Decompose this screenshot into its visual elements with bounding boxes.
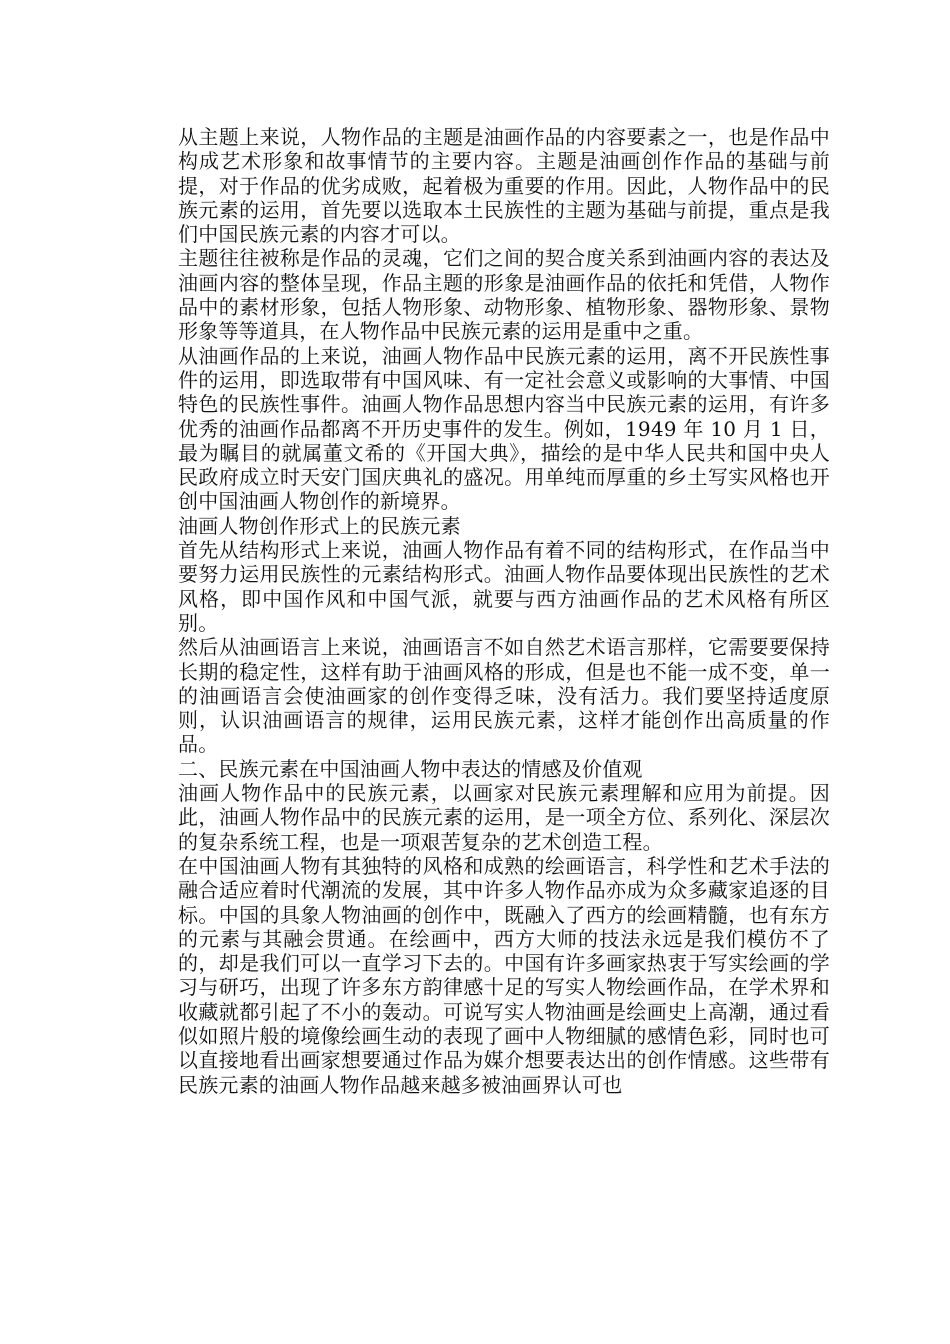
section-heading-emotion: 二、民族元素在中国油画人物中表达的情感及价值观: [178, 756, 643, 781]
section-heading-form: 油画人物创作形式上的民族元素: [178, 513, 461, 538]
paragraph-understanding: 油画人物作品中的民族元素，以画家对民族元素理解和应用为前提。因此，油画人物作品中的民族元素的运用，是一项全方位、系列化、深层次的复杂系统工程，也是一项艰苦复杂的艺术创造工程。: [178, 781, 830, 854]
document-body: [178, 125, 830, 1097]
paragraph-theme: 从主题上来说，人物作品的主题是油画作品的内容要素之一，也是作品中构成艺术形象和故事情节的主要内容。主题是油画创作作品的基础与前提，对于作品的优劣成败，起着极为重要的作用。因此，人物作品中的民族元素的运用，首先要以选取本土民族性的主题为基础与前提，重点是我们中国民族元素的内容才可以。: [178, 125, 830, 247]
paragraph-realism: 在中国油画人物有其独特的风格和成熟的绘画语言，科学性和艺术手法的融合适应着时代潮流的发展，其中许多人物作品亦成为众多藏家追逐的目标。中国的具象人物油画的创作中，既融入了西方的绘画精髓，也有东方的元素与其融会贯通。在绘画中，西方大师的技法永远是我们模仿不了的，却是我们可以一直学习下去的。中国有许多画家热衷于写实绘画的学习与研巧，出现了许多东方韵律感十足的写实人物绘画作品，在学术界和收藏就都引起了不小的轰动。可说写实人物油画是绘画史上高潮，通过看似如照片般的境像绘画生动的表现了画中人物细腻的感情色彩，同时也可以直接地看出画家想要通过作品为媒介想要表达出的创作情感。这些带有民族元素的油画人物作品越来越多被油画界认可也: [178, 853, 830, 1097]
paragraph-theme-soul: 主题往往被称是作品的灵魂，它们之间的契合度关系到油画内容的表达及油画内容的整体呈现，作品主题的形象是油画作品的依托和凭借，人物作品中的素材形象，包括人物形象、动物形象、植物形象、器物形象、景物形象等等道具，在人物作品中民族元素的运用是重中之重。: [178, 246, 830, 344]
paragraph-events: 从油画作品的上来说，油画人物作品中民族元素的运用，离不开民族性事件的运用，即选取带有中国风味、有一定社会意义或影响的大事情、中国特色的民族性事件。油画人物作品思想内容当中民族元素的运用，有许多优秀的油画作品都离不开历史事件的发生。例如，1949 年 10 月 1 日，最为瞩目的就属董文希的《开国大典》，描绘的是中华人民共和国中央人民政府成立时天安门国庆典礼的盛况。用单纯而厚重的乡土写实风格也开创中国油画人物创作的新境界。: [178, 343, 830, 514]
paragraph-structure: 首先从结构形式上来说，油画人物作品有着不同的结构形式，在作品当中要努力运用民族性的元素结构形式。油画人物作品要体现出民族性的艺术风格，即中国作风和中国气派，就要与西方油画作品的艺术风格有所区别。: [178, 538, 830, 635]
paragraph-language: 然后从油画语言上来说，油画语言不如自然艺术语言那样，它需要要保持长期的稳定性，这样有助于油画风格的形成，但是也不能一成不变，单一的油画语言会使油画家的创作变得乏味，没有活力。我们要坚持适度原则，认识油画语言的规律，运用民族元素，这样才能创作出高质量的作品。: [178, 635, 830, 757]
